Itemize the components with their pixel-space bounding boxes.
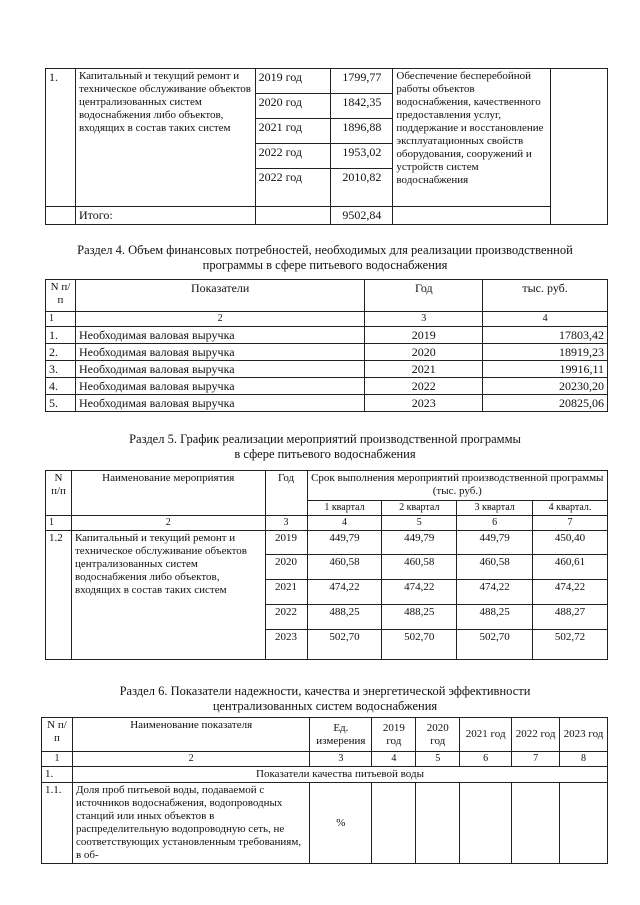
t1-total-empty — [393, 207, 551, 225]
s5-quarter: 4 квартал. — [533, 501, 608, 516]
s5-header-year: Год — [265, 471, 307, 516]
t1-year: 2020 год — [255, 94, 331, 119]
s5-q-value: 460,58 — [307, 555, 382, 580]
s6-row-unit: % — [310, 783, 372, 864]
s5-q-value: 449,79 — [307, 531, 382, 555]
s4-colnum: 2 — [75, 312, 364, 327]
s6-header-year: 2019 год — [372, 718, 416, 752]
t1-value: 1799,77 — [331, 69, 393, 94]
s5-q-value: 502,70 — [457, 630, 533, 660]
s6-row-value — [416, 783, 460, 864]
t1-value: 1842,35 — [331, 94, 393, 119]
s4-row-n: 1. — [46, 327, 76, 344]
s4-row-year: 2019 — [365, 327, 483, 344]
s4-row-value: 18919,23 — [483, 344, 608, 361]
s6-header-year: 2023 год — [560, 718, 608, 752]
s5-colnum: 4 — [307, 516, 382, 531]
t1-total-empty — [46, 207, 76, 225]
s6-colnum: 1 — [42, 752, 73, 767]
s4-title-line2: программы в сфере питьевого водоснабжения — [202, 258, 448, 272]
s4-title-line1: Раздел 4. Объем финансовых потребностей, необходимых для реализации производственной — [77, 243, 573, 257]
s5-row-year: 2023 — [265, 630, 307, 660]
table-row — [46, 395, 608, 412]
s6-row-value — [560, 783, 608, 864]
s5-header-name: Наименование мероприятия — [71, 471, 265, 516]
t1-year: 2022 год — [255, 144, 331, 169]
s6-title-line1: Раздел 6. Показатели надежности, качества и энергетической эффективности — [119, 684, 531, 698]
table-row — [46, 344, 608, 361]
s5-colnum: 2 — [71, 516, 265, 531]
s5-row-name: Капитальный и текущий ремонт и техническое обслуживание объектов централизованных систем водоснабжения либо объектов, входящих в состав таких систем — [71, 531, 265, 660]
s5-q-value: 474,22 — [382, 580, 457, 605]
s4-colnum: 4 — [483, 312, 608, 327]
t1-total-value: 9502,84 — [331, 207, 393, 225]
s6-colnum: 4 — [372, 752, 416, 767]
s4-row-year: 2020 — [365, 344, 483, 361]
s6-colnum: 8 — [560, 752, 608, 767]
s5-header-period: Срок выполнения мероприятий производственной программы (тыс. руб.) — [307, 471, 607, 501]
t1-measure-name: Капитальный и текущий ремонт и техническое обслуживание объектов централизованных систем водоснабжения либо объектов, входящих в состав таких систем — [75, 69, 255, 207]
s5-colnum: 3 — [265, 516, 307, 531]
s4-row-year: 2022 — [365, 378, 483, 395]
s6-row-value — [372, 783, 416, 864]
s4-row-year: 2021 — [365, 361, 483, 378]
s4-title — [40, 243, 610, 273]
s5-q-value: 488,25 — [307, 605, 382, 630]
s4-row-n: 5. — [46, 395, 76, 412]
s6-title-line2: централизованных систем водоснабжения — [212, 699, 438, 713]
s5-q-value: 450,40 — [533, 531, 608, 555]
t1-year: 2022 год — [255, 169, 331, 207]
s4-header-value: тыс. руб. — [483, 280, 608, 312]
table-row — [42, 783, 608, 864]
t1-total-label: Итого: — [75, 207, 255, 225]
s4-header-name: Показатели — [75, 280, 364, 312]
s5-quarter: 2 квартал — [382, 501, 457, 516]
s5-q-value: 488,25 — [457, 605, 533, 630]
s6-table — [41, 717, 608, 864]
s6-header-year: 2021 год — [460, 718, 512, 752]
s5-title-line1: Раздел 5. График реализации мероприятий производственной программы — [129, 432, 521, 446]
t1-empty-cell — [551, 69, 608, 225]
s5-q-value: 474,22 — [457, 580, 533, 605]
s5-q-value: 460,58 — [382, 555, 457, 580]
s4-row-n: 2. — [46, 344, 76, 361]
s5-q-value: 474,22 — [307, 580, 382, 605]
s6-title — [40, 684, 610, 714]
s4-row-value: 20230,20 — [483, 378, 608, 395]
t1-value: 1896,88 — [331, 119, 393, 144]
s5-title — [40, 432, 610, 462]
s6-header-n: N п/п — [42, 718, 73, 752]
t1-value: 2010,82 — [331, 169, 393, 207]
t1-value: 1953,02 — [331, 144, 393, 169]
s5-q-value: 488,25 — [382, 605, 457, 630]
s6-colnum: 3 — [310, 752, 372, 767]
s5-q-value: 488,27 — [533, 605, 608, 630]
s6-header-year: 2020 год — [416, 718, 460, 752]
s4-row-name: Необходимая валовая выручка — [75, 327, 364, 344]
table-row — [46, 378, 608, 395]
s4-row-year: 2023 — [365, 395, 483, 412]
s6-row-value — [460, 783, 512, 864]
s5-q-value: 502,70 — [382, 630, 457, 660]
s5-q-value: 502,70 — [307, 630, 382, 660]
s4-header-n: N п/п — [46, 280, 76, 312]
s4-table — [45, 279, 608, 412]
s5-quarter: 3 квартал — [457, 501, 533, 516]
s4-row-name: Необходимая валовая выручка — [75, 395, 364, 412]
s5-q-value: 474,22 — [533, 580, 608, 605]
s6-colnum: 2 — [72, 752, 309, 767]
s4-row-n: 3. — [46, 361, 76, 378]
s6-header-year: 2022 год — [512, 718, 560, 752]
s5-q-value: 460,58 — [457, 555, 533, 580]
t1-total-empty — [255, 207, 331, 225]
s6-colnum: 5 — [416, 752, 460, 767]
s4-colnum: 3 — [365, 312, 483, 327]
s6-row-n: 1.1. — [42, 783, 73, 864]
s5-table — [45, 470, 608, 660]
t1-row-num: 1. — [46, 69, 76, 207]
s5-q-value: 449,79 — [457, 531, 533, 555]
s5-quarter: 1 квартал — [307, 501, 382, 516]
s4-row-name: Необходимая валовая выручка — [75, 361, 364, 378]
s5-header-n: N п/п — [46, 471, 72, 516]
s5-row-year: 2021 — [265, 580, 307, 605]
s5-colnum: 6 — [457, 516, 533, 531]
table-measures-continued — [45, 68, 608, 225]
s6-header-unit: Ед. измерения — [310, 718, 372, 752]
s4-row-name: Необходимая валовая выручка — [75, 378, 364, 395]
s5-row-year: 2022 — [265, 605, 307, 630]
s5-colnum: 5 — [382, 516, 457, 531]
t1-effect: Обеспечение бесперебойной работы объектов водоснабжения, качественного предоставления услуг, поддержание и восстановление эксплуатационных свойств оборудования, сооружений и устройств систем водоснабжения — [393, 69, 551, 207]
s4-row-value: 17803,42 — [483, 327, 608, 344]
table-row — [46, 327, 608, 344]
s4-row-value: 20825,06 — [483, 395, 608, 412]
s5-colnum: 7 — [533, 516, 608, 531]
s5-q-value: 502,72 — [533, 630, 608, 660]
table-row — [46, 361, 608, 378]
s5-title-line2: в сфере питьевого водоснабжения — [234, 447, 416, 461]
s4-row-name: Необходимая валовая выручка — [75, 344, 364, 361]
s6-colnum: 7 — [512, 752, 560, 767]
t1-year: 2021 год — [255, 119, 331, 144]
s5-q-value: 460,61 — [533, 555, 608, 580]
s6-group-n: 1. — [42, 767, 73, 783]
s6-colnum: 6 — [460, 752, 512, 767]
s4-header-year: Год — [365, 280, 483, 312]
s6-header-name: Наименование показателя — [72, 718, 309, 752]
s5-row-n: 1.2 — [46, 531, 72, 660]
s5-q-value: 449,79 — [382, 531, 457, 555]
table-row — [46, 531, 608, 555]
s4-row-n: 4. — [46, 378, 76, 395]
s5-row-year: 2019 — [265, 531, 307, 555]
s4-colnum: 1 — [46, 312, 76, 327]
s6-row-name: Доля проб питьевой воды, подаваемой с источников водоснабжения, водопроводных станций или иных объектов в распределительную водопроводную сеть, не соответствующих установленным требованиям, в об- — [72, 783, 309, 864]
s5-colnum: 1 — [46, 516, 72, 531]
s6-group-title: Показатели качества питьевой воды — [72, 767, 607, 783]
s4-row-value: 19916,11 — [483, 361, 608, 378]
t1-year: 2019 год — [255, 69, 331, 94]
s6-row-value — [512, 783, 560, 864]
s5-row-year: 2020 — [265, 555, 307, 580]
